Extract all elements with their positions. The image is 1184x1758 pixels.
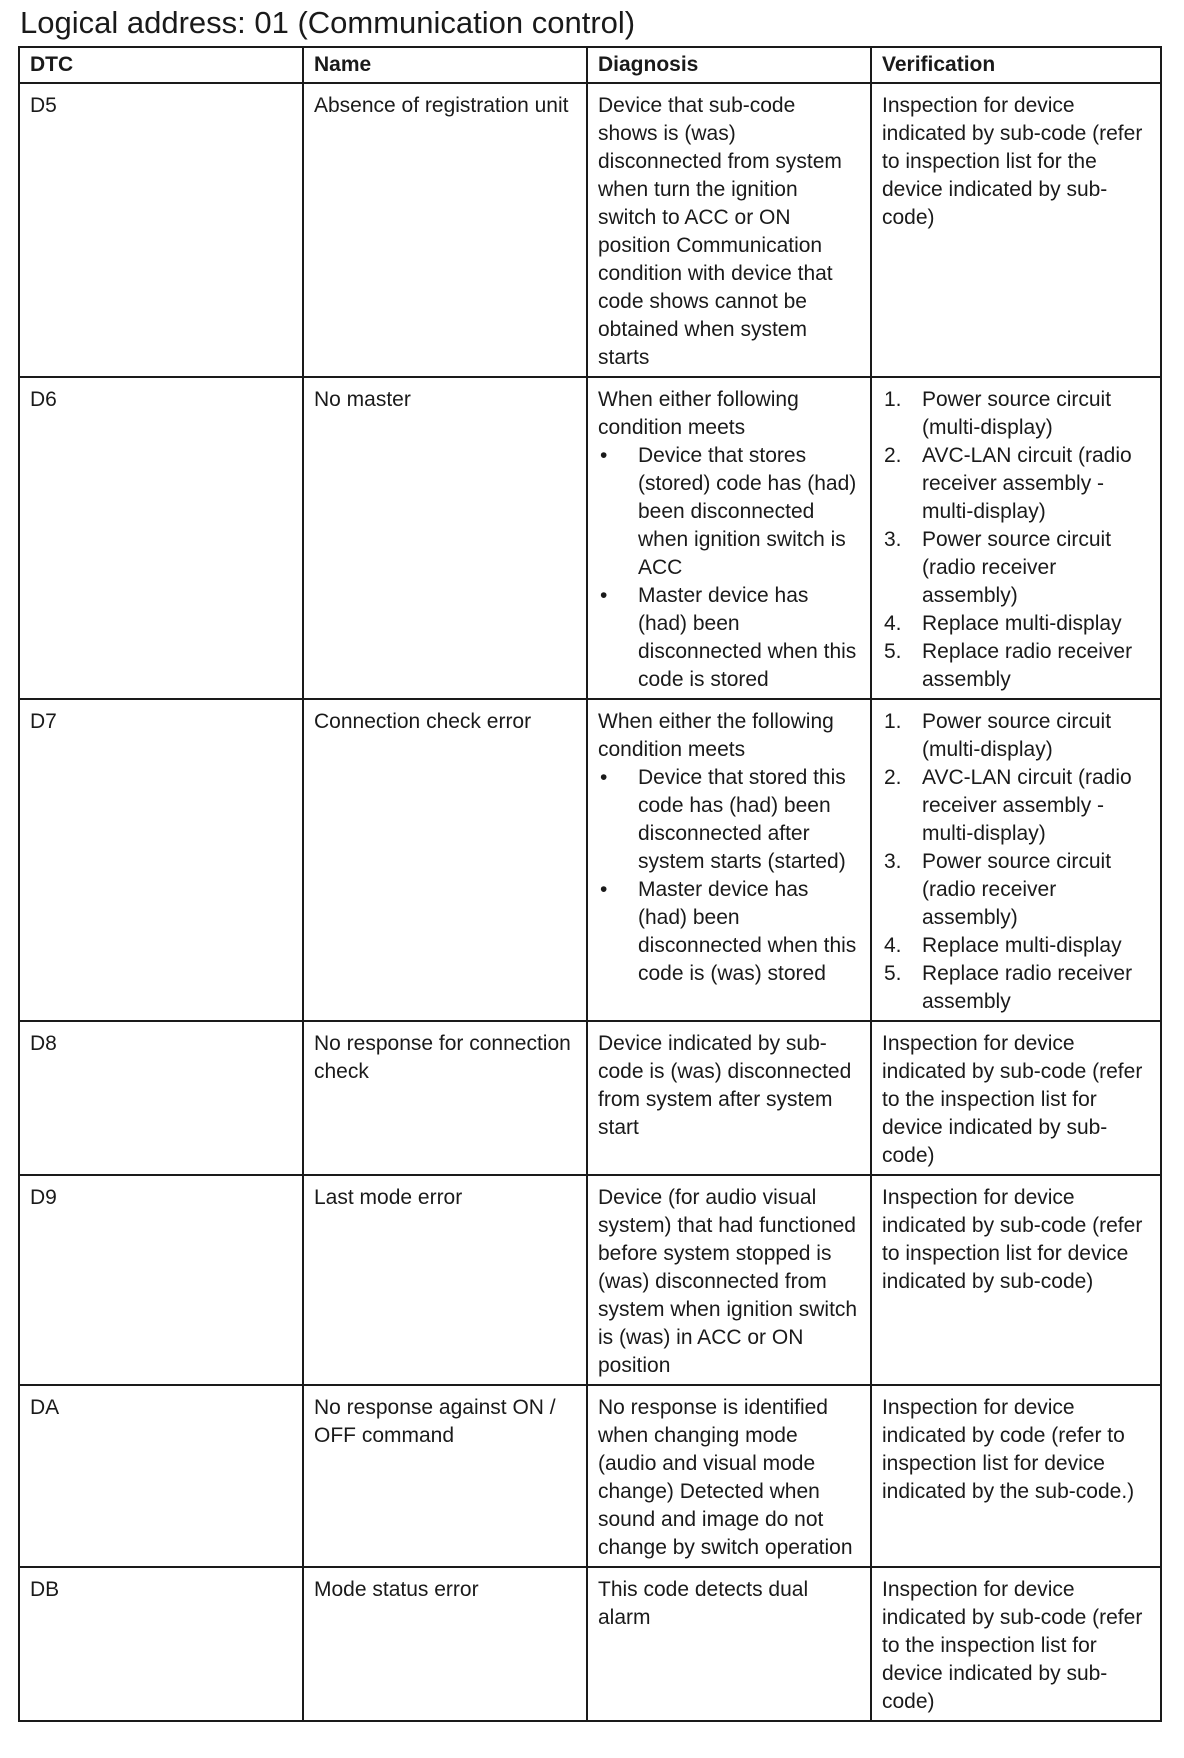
table-body <box>19 83 1161 1721</box>
diagnosis-bullet-item: • Master device has (had) been disconnected when this code is stored <box>598 582 860 694</box>
step-text: Power source circuit (radio receiver assembly) <box>922 528 1112 607</box>
cell-name: No response against ON / OFF command <box>303 1385 587 1567</box>
dtc-table <box>18 46 1162 1722</box>
diagnosis-bullet-item: • Device that stored this code has (had) been disconnected after system starts (started) <box>598 764 860 876</box>
cell-dtc-code: D6 <box>19 377 303 699</box>
table-row <box>19 1175 1161 1385</box>
cell-dtc-code: D5 <box>19 83 303 377</box>
diagnosis-bullet-list <box>598 764 860 988</box>
cell-diagnosis <box>587 1021 871 1175</box>
verification-step <box>882 960 1150 1016</box>
cell-verification <box>871 1567 1161 1721</box>
step-number: 5. <box>884 962 902 985</box>
diagnosis-text: Device (for audio visual system) that had functioned before system stopped is (was) disconnected from system when ignition switch is (was) in ACC or ON position <box>598 1186 858 1377</box>
table-row <box>19 377 1161 699</box>
table-row <box>19 83 1161 377</box>
verification-text: Inspection for device indicated by sub-code (refer to the inspection list for device indicated by sub-code) <box>882 1578 1143 1713</box>
cell-dtc-code: D8 <box>19 1021 303 1175</box>
verification-step-list <box>882 708 1150 1016</box>
verification-step-list <box>882 386 1150 694</box>
cell-diagnosis <box>587 699 871 1021</box>
table-row <box>19 1021 1161 1175</box>
cell-name: No response for connection check <box>303 1021 587 1175</box>
step-number: 3. <box>884 850 902 873</box>
cell-diagnosis <box>587 377 871 699</box>
diagnosis-text: When either following condition meets <box>598 388 799 439</box>
header-verification: Verification <box>871 47 1161 83</box>
cell-name: Mode status error <box>303 1567 587 1721</box>
step-number: 1. <box>884 388 902 411</box>
diagnosis-text: When either the following condition meets <box>598 710 834 761</box>
table-row <box>19 1385 1161 1567</box>
step-number: 4. <box>884 612 902 635</box>
cell-dtc-code: DA <box>19 1385 303 1567</box>
step-text: Replace radio receiver assembly <box>922 640 1133 691</box>
table-header-row <box>19 47 1161 83</box>
verification-step <box>882 848 1150 932</box>
verification-text: Inspection for device indicated by code (refer to inspection list for device indicated by the sub-code.) <box>882 1396 1135 1503</box>
page-title: Logical address: 01 (Communication control) <box>20 5 636 40</box>
step-text: AVC-LAN circuit (radio receiver assembly - multi-display) <box>922 444 1132 523</box>
cell-name: No master <box>303 377 587 699</box>
table-row <box>19 699 1161 1021</box>
verification-step <box>882 442 1150 526</box>
cell-verification <box>871 1021 1161 1175</box>
cell-name: Absence of registration unit <box>303 83 587 377</box>
step-number: 1. <box>884 710 902 733</box>
cell-diagnosis <box>587 1385 871 1567</box>
step-number: 2. <box>884 444 902 467</box>
cell-dtc-code: D9 <box>19 1175 303 1385</box>
step-number: 5. <box>884 640 902 663</box>
diagnosis-text: No response is identified when changing mode (audio and visual mode change) Detected when sound and image do not change by switch operation <box>598 1396 853 1559</box>
cell-verification <box>871 1385 1161 1567</box>
cell-verification <box>871 1175 1161 1385</box>
verification-step <box>882 764 1150 848</box>
cell-verification <box>871 699 1161 1021</box>
diagnosis-text: This code detects dual alarm <box>598 1578 809 1629</box>
verification-text: Inspection for device indicated by sub-code (refer to inspection list for the device indicated by sub-code) <box>882 94 1143 229</box>
step-text: Power source circuit (radio receiver assembly) <box>922 850 1112 929</box>
verification-step <box>882 526 1150 610</box>
step-text: AVC-LAN circuit (radio receiver assembly - multi-display) <box>922 766 1132 845</box>
diagnosis-bullet-list <box>598 442 860 694</box>
cell-name: Connection check error <box>303 699 587 1021</box>
step-text: Replace multi-display <box>922 612 1122 635</box>
cell-name: Last mode error <box>303 1175 587 1385</box>
step-number: 2. <box>884 766 902 789</box>
step-text: Replace radio receiver assembly <box>922 962 1133 1013</box>
diagnosis-bullet-item: • Device that stores (stored) code has (had) been disconnected when ignition switch is ACC <box>598 442 860 582</box>
verification-text: Inspection for device indicated by sub-code (refer to the inspection list for device indicated by sub-code) <box>882 1032 1143 1167</box>
step-number: 4. <box>884 934 902 957</box>
verification-step <box>882 610 1150 638</box>
cell-verification <box>871 83 1161 377</box>
table-row <box>19 1567 1161 1721</box>
diagnosis-text: Device indicated by sub-code is (was) disconnected from system after system start <box>598 1032 852 1139</box>
cell-diagnosis <box>587 1567 871 1721</box>
header-dtc: DTC <box>19 47 303 83</box>
step-text: Replace multi-display <box>922 934 1122 957</box>
cell-dtc-code: D7 <box>19 699 303 1021</box>
cell-diagnosis <box>587 83 871 377</box>
step-text: Power source circuit (multi-display) <box>922 388 1112 439</box>
step-text: Power source circuit (multi-display) <box>922 710 1112 761</box>
cell-diagnosis <box>587 1175 871 1385</box>
step-number: 3. <box>884 528 902 551</box>
diagnosis-bullet-item: • Master device has (had) been disconnected when this code is (was) stored <box>598 876 860 988</box>
cell-verification <box>871 377 1161 699</box>
verification-text: Inspection for device indicated by sub-code (refer to inspection list for device indicated by sub-code) <box>882 1186 1143 1293</box>
verification-step <box>882 932 1150 960</box>
verification-step <box>882 708 1150 764</box>
verification-step <box>882 386 1150 442</box>
diagnosis-text: Device that sub-code shows is (was) disconnected from system when turn the ignition switch to ACC or ON position Communication condition with device that code shows cannot be obtained when system starts <box>598 94 842 369</box>
header-diagnosis: Diagnosis <box>587 47 871 83</box>
verification-step <box>882 638 1150 694</box>
cell-dtc-code: DB <box>19 1567 303 1721</box>
header-name: Name <box>303 47 587 83</box>
